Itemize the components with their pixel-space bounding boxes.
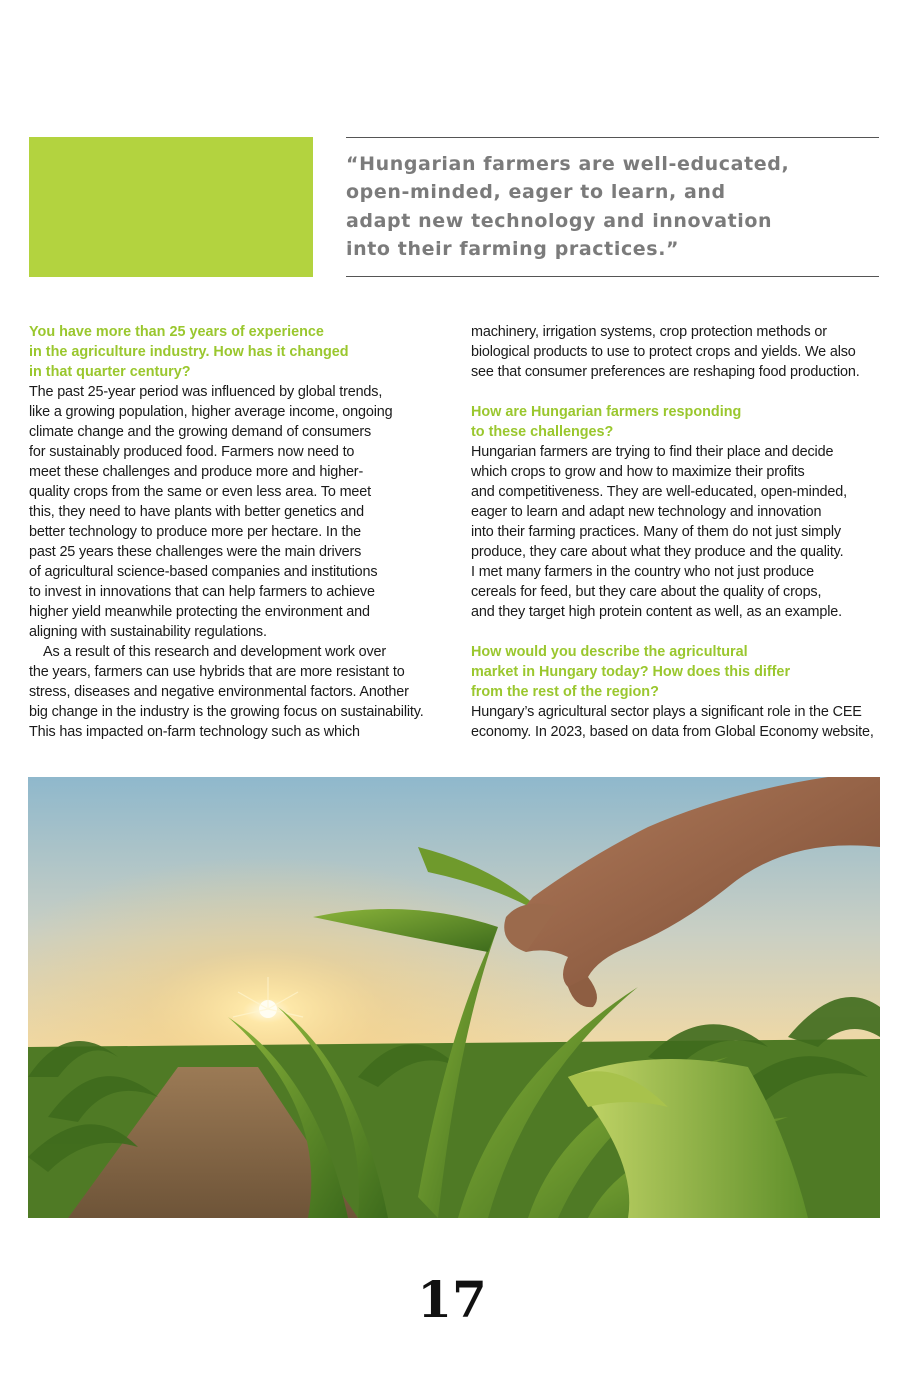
text-line: aligning with sustainability regulations. <box>29 624 267 640</box>
text-line: cereals for feed, but they care about the quality of crops, <box>471 584 822 600</box>
text-line: the years, farmers can use hybrids that are more resistant to <box>29 664 405 680</box>
question-heading <box>471 402 883 442</box>
text-line: Hungary’s agricultural sector plays a significant role in the CEE <box>471 704 862 720</box>
question-line: from the rest of the region? <box>471 684 659 700</box>
text-line: eager to learn and adapt new technology and innovation <box>471 504 822 520</box>
question-line: market in Hungary today? How does this differ <box>471 664 791 680</box>
text-line: produce, they care about what they produce and the quality. <box>471 544 844 560</box>
text-line: past 25 years these challenges were the main drivers <box>29 544 362 560</box>
text-line: to invest in innovations that can help farmers to achieve <box>29 584 375 600</box>
text-line: better technology to produce more per hectare. In the <box>29 524 362 540</box>
text-line: this, they need to have plants with better genetics and <box>29 504 364 520</box>
text-line: I met many farmers in the country who not just produce <box>471 564 815 580</box>
answer-paragraph <box>29 382 441 642</box>
text-line: stress, diseases and negative environmental factors. Another <box>29 684 409 700</box>
right-column <box>471 322 883 742</box>
answer-paragraph <box>471 322 883 382</box>
text-line: climate change and the growing demand of consumers <box>29 424 372 440</box>
question-heading <box>29 322 441 382</box>
page-number: 17 <box>417 1270 487 1329</box>
text-line: Hungarian farmers are trying to find their place and decide <box>471 444 834 460</box>
pull-quote-line: adapt new technology and innovation <box>346 209 773 232</box>
question-line: You have more than 25 years of experience <box>29 324 324 340</box>
text-line: and they target high protein content as well, as an example. <box>471 604 842 620</box>
text-line: into their farming practices. Many of them do not just simply <box>471 524 841 540</box>
quote-bottom-rule <box>346 276 879 277</box>
text-line: meet these challenges and produce more and higher- <box>29 464 364 480</box>
question-line: How would you describe the agricultural <box>471 644 748 660</box>
text-line: which crops to grow and how to maximize their profits <box>471 464 805 480</box>
text-line: and competitiveness. They are well-educated, open-minded, <box>471 484 847 500</box>
question-heading <box>471 642 883 702</box>
text-line: economy. In 2023, based on data from Global Economy website, <box>471 724 874 740</box>
text-line: see that consumer preferences are reshaping food production. <box>471 364 860 380</box>
text-line: As a result of this research and development work over <box>43 644 387 660</box>
question-line: in that quarter century? <box>29 364 191 380</box>
text-line: of agricultural science-based companies and institutions <box>29 564 378 580</box>
text-line: for sustainably produced food. Farmers now need to <box>29 444 355 460</box>
question-line: in the agriculture industry. How has it changed <box>29 344 349 360</box>
answer-paragraph <box>471 442 883 622</box>
text-line: higher yield meanwhile protecting the environment and <box>29 604 370 620</box>
pull-quote-line: “Hungarian farmers are well-educated, <box>346 153 790 175</box>
pull-quote-line: open-minded, eager to learn, and <box>346 181 726 204</box>
question-line: How are Hungarian farmers responding <box>471 404 742 420</box>
text-line: The past 25-year period was influenced by global trends, <box>29 384 383 400</box>
text-line: big change in the industry is the growing focus on sustainability. <box>29 704 424 720</box>
pull-quote <box>346 150 879 263</box>
cornfield-sunset-photo <box>28 777 880 1218</box>
text-line: This has impacted on-farm technology such as which <box>29 724 360 740</box>
answer-paragraph <box>29 642 441 742</box>
text-line: quality crops from the same or even less area. To meet <box>29 484 371 500</box>
pull-quote-line: into their farming practices.” <box>346 237 680 260</box>
answer-paragraph <box>471 702 883 742</box>
text-line: machinery, irrigation systems, crop protection methods or <box>471 324 827 340</box>
text-line: like a growing population, higher average income, ongoing <box>29 404 393 420</box>
question-line: to these challenges? <box>471 424 614 440</box>
quote-top-rule <box>346 137 879 138</box>
left-column <box>29 322 441 742</box>
green-color-block <box>29 137 313 277</box>
text-line: biological products to use to protect crops and yields. We also <box>471 344 856 360</box>
